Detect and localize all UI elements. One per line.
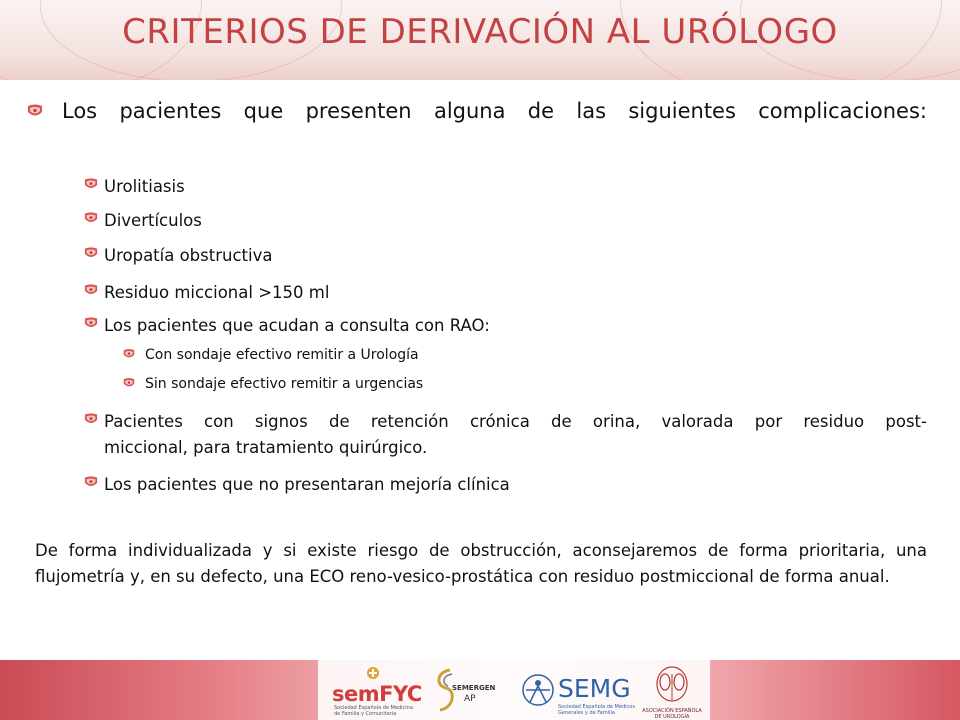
semfyc-caption: Sociedad Española de Medicina de Familia y Comunitaria [334, 705, 413, 717]
semfyc-logo [332, 660, 422, 720]
list-item: Sin sondaje efectivo remitir a urgencias [145, 376, 424, 392]
list-item: Residuo miccional >150 ml [104, 283, 330, 302]
semg-emblem-icon [520, 672, 556, 708]
footer-logos [318, 660, 710, 720]
title-band [0, 0, 960, 80]
semergen-wordmark: SEMERGEN [452, 684, 496, 692]
rose-bullet-icon [84, 211, 98, 225]
list-item: Divertículos [104, 211, 202, 230]
semergen-ap: AP [464, 694, 476, 704]
list-item: Los pacientes que no presentaran mejoría clínica [104, 475, 510, 494]
body-paragraph: De forma individualizada y si existe riesgo de obstrucción, aconsejaremos de forma prioritaria, una flujometría y, en su defecto, una ECO reno-vesico-prostática con residuo postmiccional de forma anual. [35, 541, 927, 586]
list-item-line1: Pacientes con signos de retención crónica de orina, valorada por residuo post- [104, 412, 927, 431]
aeu-logo [642, 660, 702, 720]
semergen-logo [430, 660, 506, 720]
rose-bullet-icon [123, 348, 135, 360]
semfyc-emblem-icon [366, 665, 380, 679]
rose-bullet-icon [84, 283, 98, 297]
list-item: Uropatía obstructiva [104, 246, 273, 265]
rose-bullet-icon [123, 377, 135, 389]
page-title: CRITERIOS DE DERIVACIÓN AL URÓLOGO [122, 12, 838, 52]
aeu-emblem-icon [654, 664, 690, 706]
rose-bullet-icon [84, 475, 98, 489]
rose-bullet-icon [27, 103, 43, 119]
rose-bullet-icon [84, 316, 98, 330]
semg-logo [516, 660, 636, 720]
list-item: Los pacientes que acudan a consulta con RAO: [104, 316, 490, 335]
semfyc-wordmark: semFYC [332, 682, 422, 706]
rose-bullet-icon [84, 177, 98, 191]
rose-bullet-icon [84, 246, 98, 260]
semg-wordmark: SEMG [558, 674, 631, 703]
aeu-caption: ASOCIACIÓN ESPAÑOLA DE UROLOGÍA [642, 708, 702, 720]
intro-line [62, 96, 927, 127]
list-item: Con sondaje efectivo remitir a Urología [145, 347, 419, 363]
list-item: Urolitiasis [104, 177, 185, 196]
rose-bullet-icon [84, 412, 98, 426]
intro-text: Los pacientes que presenten alguna de las siguientes complicaciones: [62, 99, 927, 123]
semg-caption: Sociedad Española de Médicos Generales y de Familia [558, 704, 635, 716]
list-item-line2: miccional, para tratamiento quirúrgico. [104, 438, 428, 457]
